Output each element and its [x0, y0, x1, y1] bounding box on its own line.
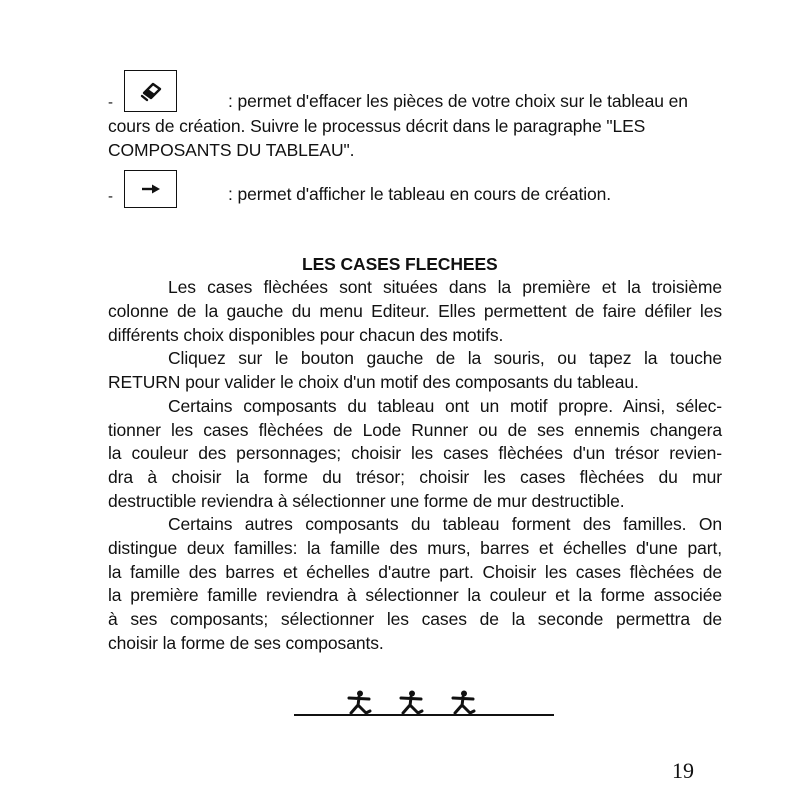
item-1-line-1: : permet d'effacer les pièces de votre choix sur le tableau en — [228, 91, 688, 111]
paragraph-4-line-3: la famille des barres et échelles d'autre part. Choisir les cases flèchées de — [108, 562, 722, 582]
paragraph-2-line-2: RETURN pour valider le choix d'un motif des composants du tableau. — [108, 372, 639, 392]
paragraph-4-line-5: à ses composants; sélectionner les cases de la seconde permettra de — [108, 609, 722, 629]
item-1-line-2: cours de création. Suivre le processus décrit dans le paragraphe "LES — [108, 116, 646, 136]
paragraph-4-line-1: Certains autres composants du tableau forment des familles. On — [168, 514, 722, 534]
running-figure-icon — [346, 690, 372, 715]
running-figure-icon — [450, 690, 476, 715]
section-title: LES CASES FLECHEES — [302, 254, 498, 274]
paragraph-1-line-2: colonne de la gauche du menu Editeur. Elles permettent de faire défiler les — [108, 301, 722, 321]
eraser-icon — [138, 80, 164, 102]
item-2-line-1: : permet d'afficher le tableau en cours de création. — [228, 184, 612, 204]
display-key — [124, 170, 177, 208]
paragraph-3-line-1: Certains composants du tableau ont un motif propre. Ainsi, sélec- — [168, 396, 722, 416]
paragraph-1-line-3: différents choix disponibles pour chacun des motifs. — [108, 325, 504, 345]
ornament — [294, 690, 554, 718]
paragraph-3-line-3: la couleur des personnages; choisir les cases flèchées d'un trésor revien- — [108, 443, 722, 463]
list-dash: - — [108, 188, 113, 205]
list-dash: - — [108, 94, 113, 111]
paragraph-1-line-1: Les cases flèchées sont situées dans la première et la troisième — [168, 277, 722, 297]
paragraph-3-line-2: tionner les cases flèchées de Lode Runner ou de ses ennemis changera — [108, 420, 722, 440]
divider-line — [294, 714, 554, 716]
right-arrow-icon — [141, 183, 161, 195]
paragraph-3-line-4: dra à choisir la forme du trésor; choisir les cases flèchées du mur — [108, 467, 722, 487]
eraser-key — [124, 70, 177, 112]
paragraph-4-line-4: la première famille reviendra à sélectionner la couleur et la forme associée — [108, 585, 722, 605]
paragraph-2-line-1: Cliquez sur le bouton gauche de la souris, ou tapez la touche — [168, 348, 722, 368]
item-1-line-3: COMPOSANTS DU TABLEAU". — [108, 140, 355, 160]
paragraph-4-line-6: choisir la forme de ses composants. — [108, 633, 384, 653]
paragraph-4-line-2: distingue deux familles: la famille des murs, barres et échelles d'une part, — [108, 538, 722, 558]
paragraph-3-line-5: destructible reviendra à sélectionner une forme de mur destructible. — [108, 491, 625, 511]
running-figure-icon — [398, 690, 424, 715]
page-number: 19 — [672, 758, 694, 783]
